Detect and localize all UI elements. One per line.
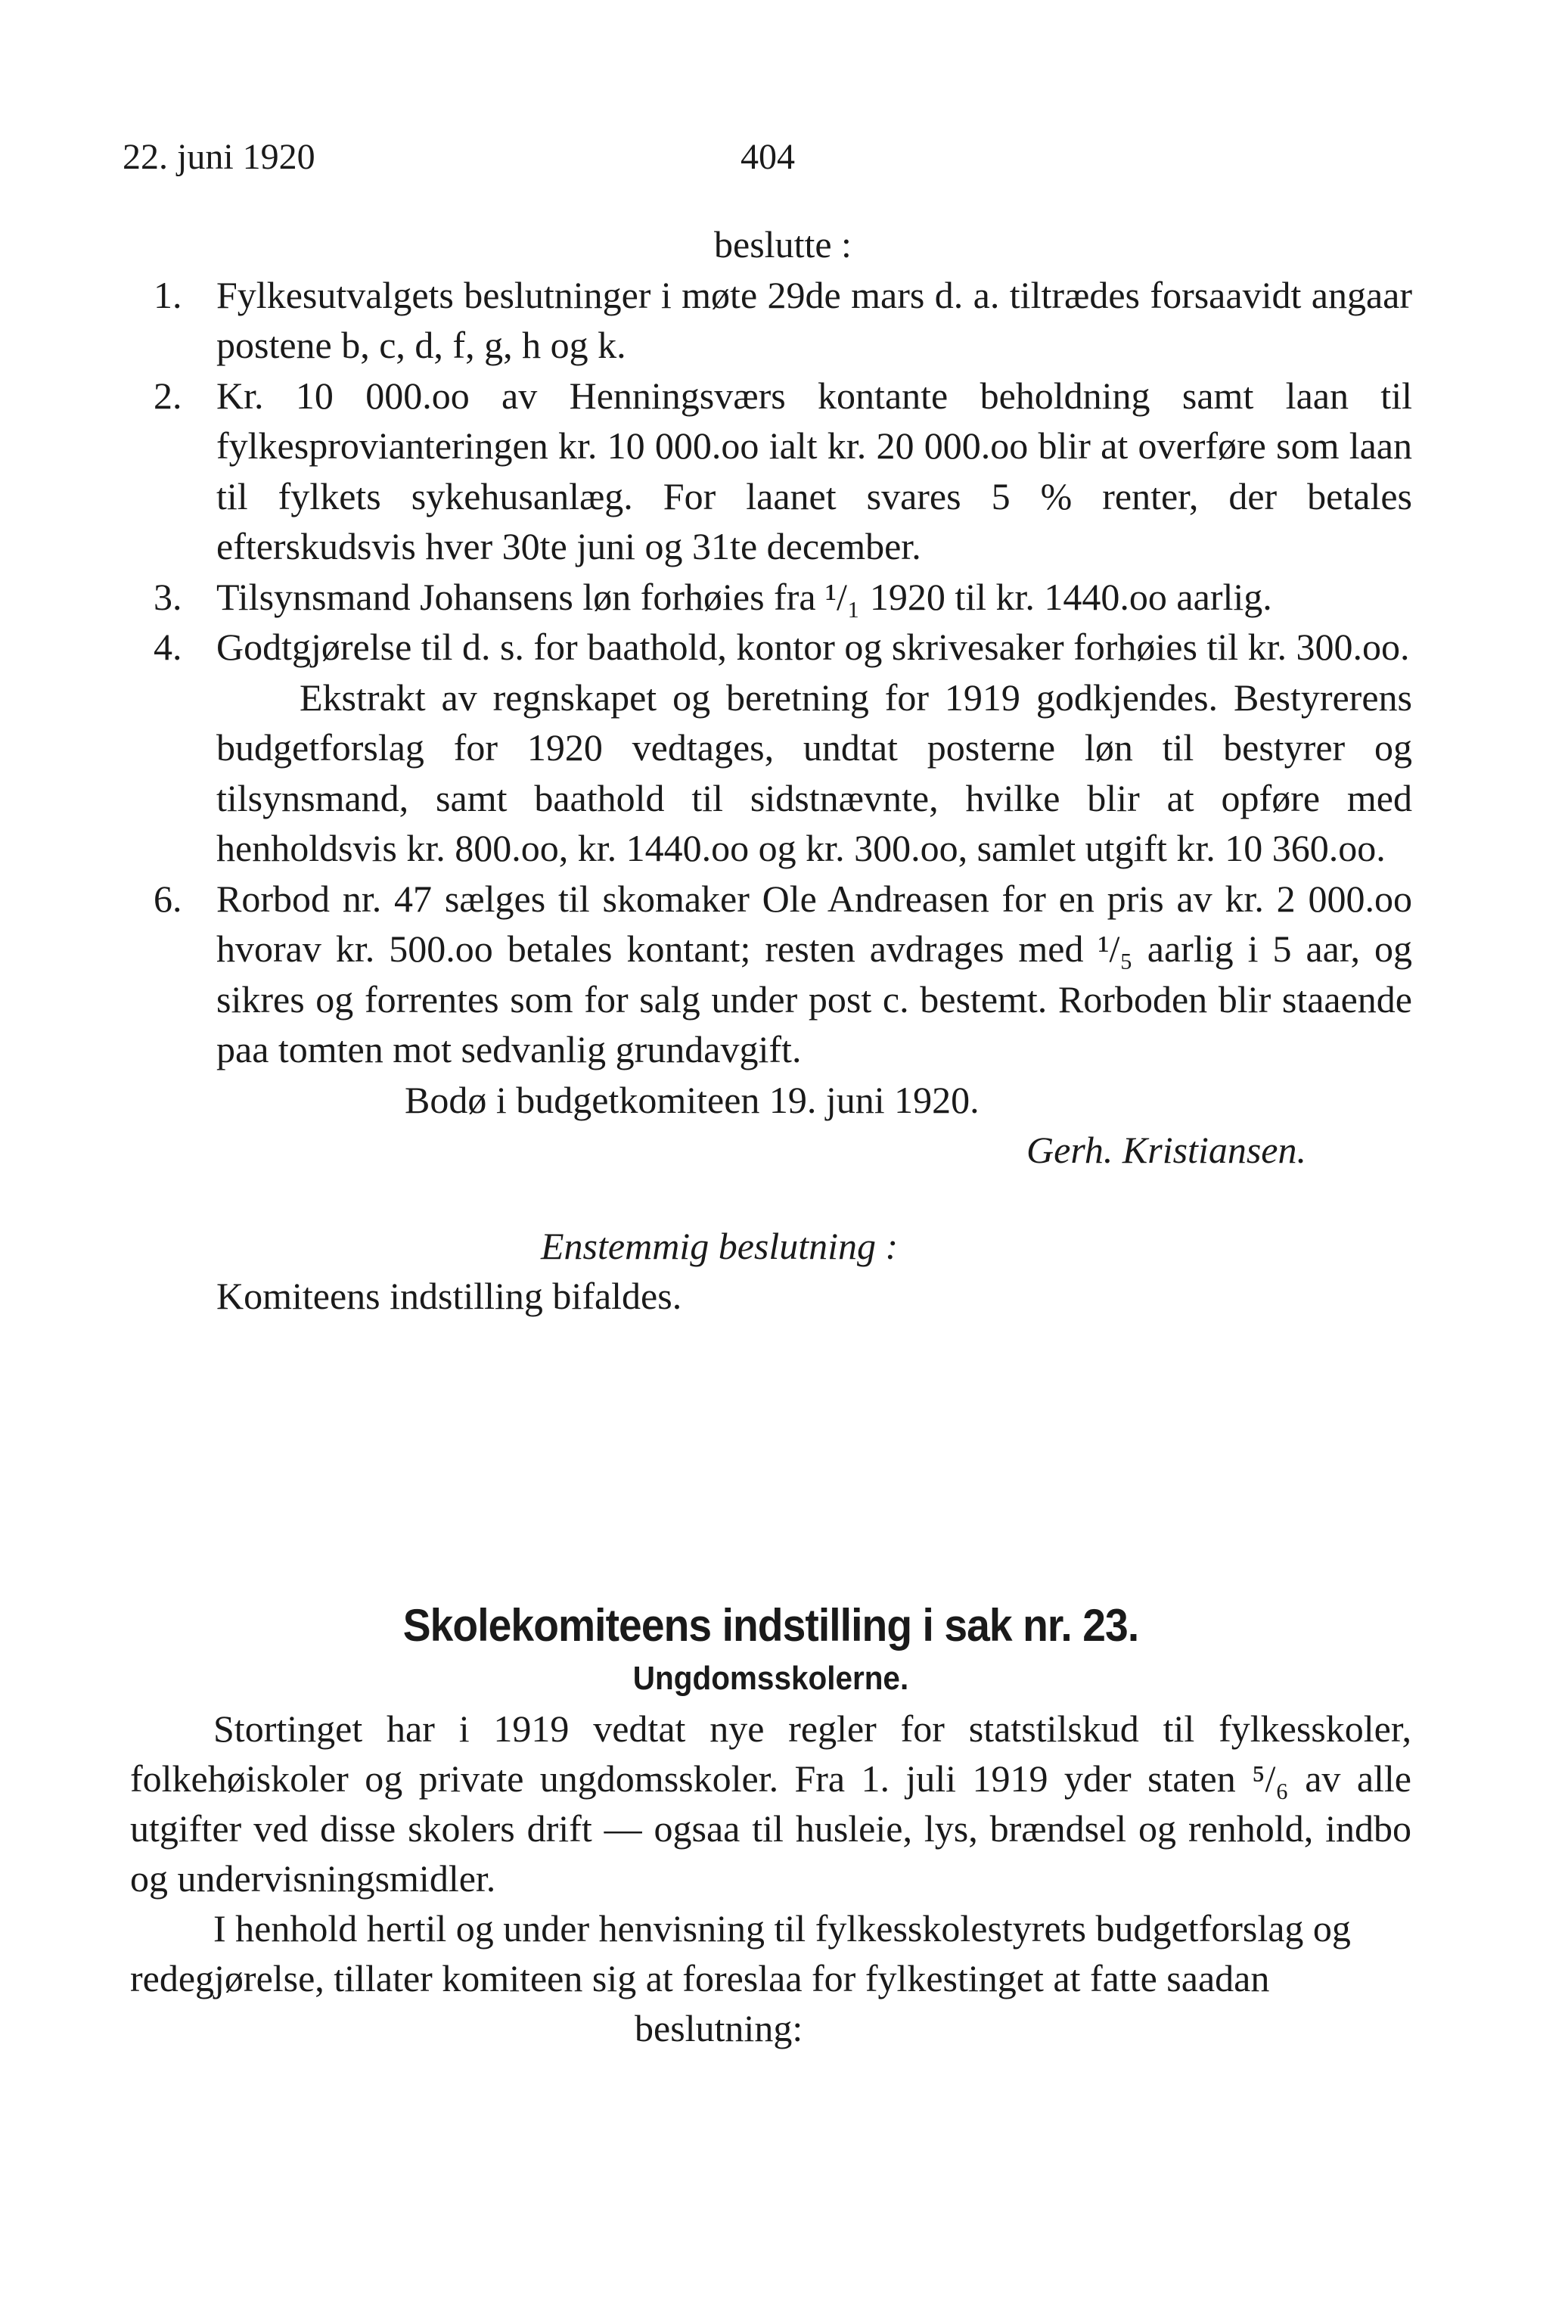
- resolution-intro: beslutte :: [714, 223, 852, 266]
- item-number: 4.: [154, 626, 182, 668]
- school-committee-section: [130, 1601, 1411, 2053]
- decision-label: Enstemmig beslutning :: [541, 1224, 899, 1267]
- resolution-item-4: [154, 622, 1412, 673]
- item-number: 1.: [154, 273, 182, 316]
- header-date: 22. juni 1920: [123, 137, 315, 177]
- item-text: Kr. 10 000.oo av Henningsværs kontante beholdning samt laan til fylkesprovianteringen kr. 10 000.oo ialt kr. 20 000.oo blir at overføre som laan til fylkets sykehusanlæg. For laanet svares 5 % renter, der betales efterskudsvis hver 30te juni og 31te december.: [216, 374, 1412, 567]
- item-text: Tilsynsmand Johansens løn forhøies fra ¹/₁ 1920 til kr. 1440.oo aarlig.: [216, 575, 1272, 618]
- decision-text: Komiteens indstilling bifaldes.: [216, 1275, 682, 1317]
- signature: Gerh. Kristiansen.: [1026, 1129, 1306, 1171]
- item-number: 2.: [154, 374, 182, 417]
- place-date: Bodø i budgetkomiteen 19. juni 1920.: [405, 1078, 980, 1121]
- section-subtitle: Ungdomsskolerne.: [632, 1660, 909, 1697]
- resolution-item-3: [154, 572, 1412, 623]
- closing-word: beslutning:: [635, 2007, 803, 2049]
- section-title: Skolekomiteens indstilling i sak nr. 23.: [402, 1600, 1139, 1651]
- item-number: 3.: [154, 575, 182, 618]
- item-number: 6.: [154, 877, 182, 920]
- resolution-item-6: [154, 874, 1412, 1075]
- budget-resolution: [154, 219, 1412, 1322]
- resolution-item-2: [154, 371, 1412, 572]
- item-text: Rorbod nr. 47 sælges til skomaker Ole Andreasen for en pris av kr. 2 000.oo hvorav kr. 500.oo betales kontant; resten avdrages med ¹/₅ aarlig i 5 aar, og sikres og forrentes som for salg under post c. bestemt. Rorboden blir staaende paa tomten mot sedvanlig grundavgift.: [216, 877, 1412, 1070]
- resolution-item-1: [154, 270, 1412, 371]
- page-number: 404: [741, 137, 795, 177]
- paragraph: Stortinget har i 1919 vedtat nye regler for statstilskud til fylkesskoler, folkehøiskoler og private ungdomsskoler. Fra 1. juli 1919 yder staten ⁵/₆ av alle utgifter ved disse skolers drift — ogsaa til husleie, lys, brændsel og renhold, indbo og undervisningsmidler.: [130, 1707, 1411, 1900]
- item-text: Fylkesutvalgets beslutninger i møte 29de mars d. a. tiltrædes forsaavidt angaar postene b, c, d, f, g, h og k.: [216, 273, 1412, 366]
- paragraph: I henhold hertil og under henvisning til fylkesskolestyrets budgetforslag og redegjørelse, tillater komiteen sig at foreslaa for fylkestinget at fatte saadan: [130, 1907, 1351, 1999]
- resolution-item-5: Ekstrakt av regnskapet og beretning for 1919 godkjendes. Bestyrerens budgetforslag for 1920 vedtages, undtat posterne løn til bestyrer og tilsynsmand, samt baathold til sidstnævnte, hvilke blir at opføre med henholdsvis kr. 800.oo, kr. 1440.oo og kr. 300.oo, samlet utgift kr. 10 360.oo.: [216, 676, 1412, 869]
- item-text: Godtgjørelse til d. s. for baathold, kontor og skrivesaker forhøies til kr. 300.oo.: [216, 626, 1410, 668]
- page-header: [123, 136, 1439, 189]
